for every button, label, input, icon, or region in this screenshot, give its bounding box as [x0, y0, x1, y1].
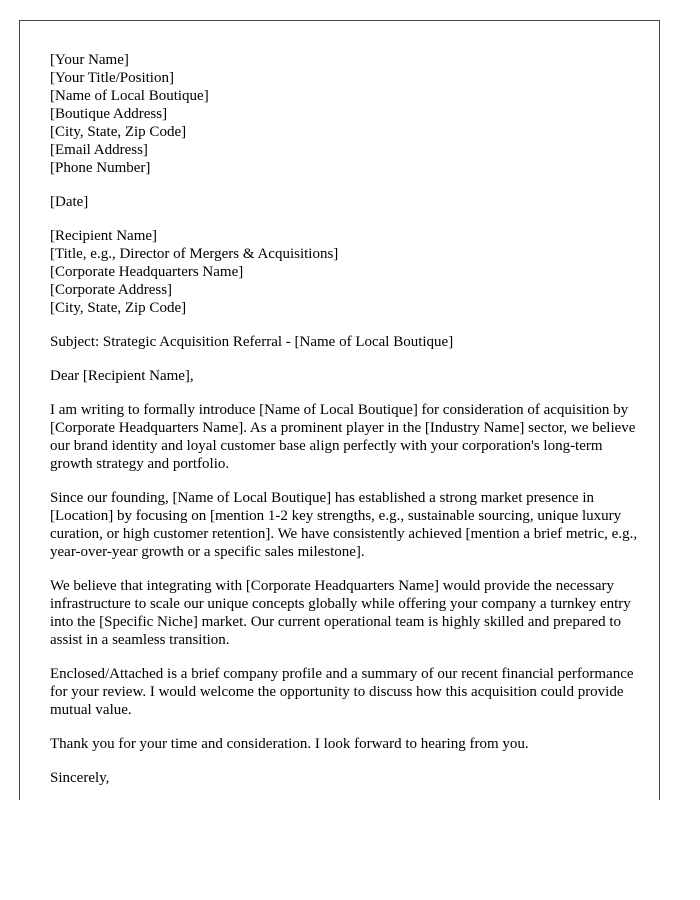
- recipient-title: [Title, e.g., Director of Mergers & Acquisitions]: [50, 246, 339, 262]
- recipient-company: [Corporate Headquarters Name]: [50, 264, 244, 280]
- letter-page: [19, 20, 660, 800]
- body-paragraph-thanks: Thank you for your time and consideration. I look forward to hearing from you.: [50, 736, 529, 752]
- recipient-name: [Recipient Name]: [50, 228, 158, 244]
- recipient-address: [Corporate Address]: [50, 282, 173, 298]
- subject-line: Subject: Strategic Acquisition Referral - [Name of Local Boutique]: [50, 334, 454, 350]
- sender-email: [Email Address]: [50, 142, 148, 158]
- sender-address: [Boutique Address]: [50, 106, 168, 122]
- sender-phone: [Phone Number]: [50, 160, 151, 176]
- sender-city: [City, State, Zip Code]: [50, 124, 187, 140]
- closing: Sincerely,: [50, 770, 110, 786]
- sender-title: [Your Title/Position]: [50, 70, 174, 86]
- body-paragraph-background: Since our founding, [Name of Local Boutique] has established a strong market presence in [Location] by focusing on [mention 1-2 key strengths, e.g., sustainable sourcing, unique luxury curation, or high customer retention]. We have consistently achieved [mention a brief metric, e.g., year-over-year growth or a specific sales milestone].: [50, 490, 638, 560]
- sender-block: [50, 51, 640, 177]
- sender-name: [Your Name]: [50, 52, 129, 68]
- body-paragraph-integration: We believe that integrating with [Corporate Headquarters Name] would provide the necessary infrastructure to scale our unique concepts globally while offering your company a turnkey entry into the [Specific Niche] market. Our current operational team is highly skilled and prepared to assist in a seamless transition.: [50, 578, 631, 648]
- recipient-city: [City, State, Zip Code]: [50, 300, 187, 316]
- recipient-block: [50, 227, 640, 317]
- letter-date: [Date]: [50, 194, 89, 210]
- body-paragraph-enclosure: Enclosed/Attached is a brief company profile and a summary of our recent financial performance for your review. I would welcome the opportunity to discuss how this acquisition could provide mutual value.: [50, 666, 634, 718]
- body-paragraph-intro: I am writing to formally introduce [Name of Local Boutique] for consideration of acquisition by [Corporate Headquarters Name]. As a prominent player in the [Industry Name] sector, we believe our brand identity and loyal customer base align perfectly with your corporation's long-term growth strategy and portfolio.: [50, 402, 636, 472]
- date-block: [50, 193, 640, 211]
- sender-boutique: [Name of Local Boutique]: [50, 88, 209, 104]
- salutation: Dear [Recipient Name],: [50, 368, 194, 384]
- letter-content: [50, 51, 640, 803]
